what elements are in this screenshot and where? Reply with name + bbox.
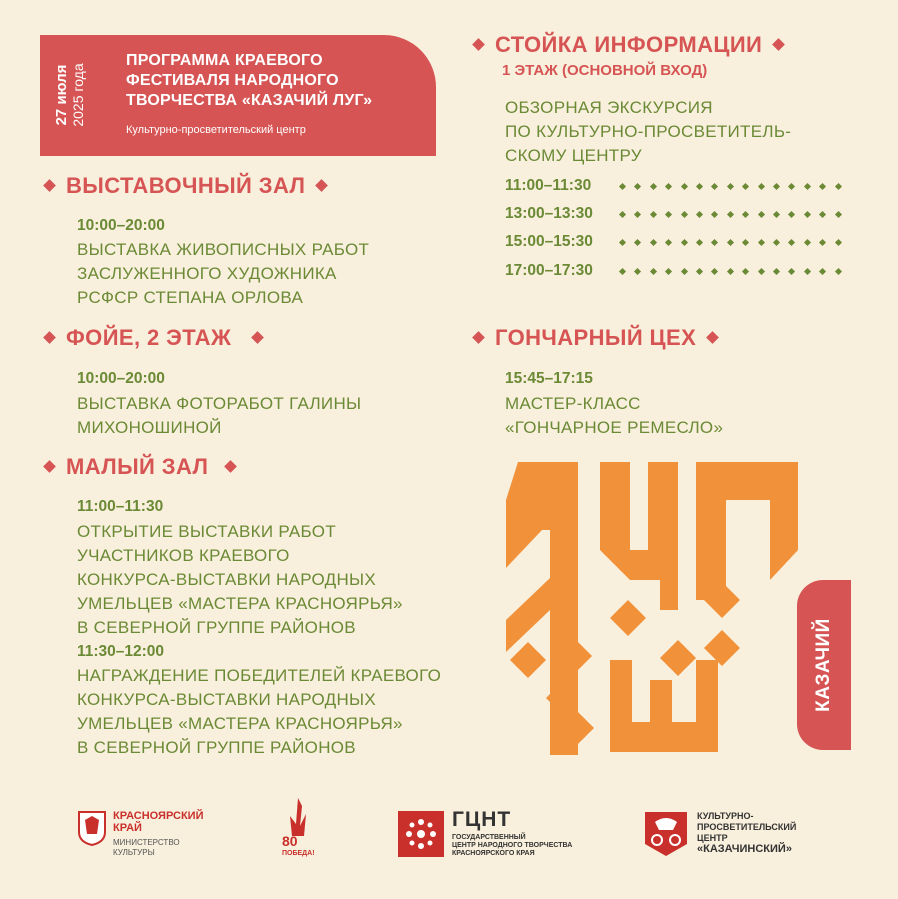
leader-dot <box>696 239 703 246</box>
logo-letter-sh <box>610 660 718 752</box>
section-title: ВЫСТАВОЧНЫЙ ЗАЛ <box>66 173 306 198</box>
kazachinsky-name <box>697 811 796 855</box>
leader-dot <box>773 268 780 275</box>
event-line: В СЕВЕРНОЙ ГРУППЕ РАЙОНОВ <box>77 738 356 757</box>
title-line: ФЕСТИВАЛЯ НАРОДНОГО <box>126 72 339 89</box>
event-line: «ГОНЧАРНОЕ РЕМЕСЛО» <box>505 418 724 437</box>
section-title: СТОЙКА ИНФОРМАЦИИ <box>495 32 763 57</box>
kazachinsky-line: КУЛЬТУРНО- <box>697 811 754 821</box>
krai-name <box>113 810 204 834</box>
victory-number: 80 <box>282 833 298 849</box>
leader-dot <box>696 268 703 275</box>
leader-dot <box>835 239 842 246</box>
leader-dot <box>835 211 842 218</box>
leader-dot <box>788 211 795 218</box>
logo-letter-l <box>506 462 578 755</box>
event-line: УМЕЛЬЦЕВ «МАСТЕРА КРАСНОЯРЬЯ» <box>77 594 403 613</box>
leader-dot <box>665 211 672 218</box>
leader-dot <box>665 239 672 246</box>
gcnt-logo-icon <box>398 811 444 857</box>
leader-dot <box>711 183 718 190</box>
leader-dot <box>758 268 765 275</box>
leader-dot <box>742 183 749 190</box>
tour-time: 11:00–11:30 <box>505 177 592 194</box>
gcnt-line: ГОСУДАРСТВЕННЫЙ <box>452 834 526 841</box>
event-line: ПО КУЛЬТУРНО-ПРОСВЕТИТЕЛЬ- <box>505 122 792 141</box>
leader-dot <box>742 211 749 218</box>
leader-dot <box>835 183 842 190</box>
kazachinsky-logo-icon <box>643 810 689 858</box>
event-description <box>77 392 361 440</box>
gcnt-abbr: ГЦНТ <box>452 808 512 831</box>
event-description <box>77 238 369 310</box>
gcnt-line: КРАСНОЯРСКОГО КРАЯ <box>452 850 535 857</box>
leader-dot <box>681 268 688 275</box>
leader-dot <box>665 268 672 275</box>
leader-dot <box>650 239 657 246</box>
date-year: 2025 года <box>70 63 86 127</box>
leader-dot <box>711 239 718 246</box>
leader-dot <box>619 183 626 190</box>
diamond-icon <box>472 38 485 51</box>
leader-dot <box>619 239 626 246</box>
dotted-leader <box>620 267 850 277</box>
event-line: В СЕВЕРНОЙ ГРУППЕ РАЙОНОВ <box>77 618 356 637</box>
banner-subtitle: Культурно-просветительский центр <box>126 124 306 136</box>
title-line: ТВОРЧЕСТВА «КАЗАЧИЙ ЛУГ» <box>126 92 373 109</box>
page-title <box>126 51 426 111</box>
event-line: ВЫСТАВКА ФОТОРАБОТ ГАЛИНЫ <box>77 394 362 413</box>
leader-dot <box>711 211 718 218</box>
leader-dot <box>619 268 626 275</box>
leader-dot <box>681 183 688 190</box>
krai-emblem-icon <box>77 810 107 846</box>
leader-dot <box>804 239 811 246</box>
leader-dot <box>711 268 718 275</box>
leader-dot <box>804 268 811 275</box>
leader-dot <box>634 239 641 246</box>
leader-dot <box>773 239 780 246</box>
tour-time: 15:00–15:30 <box>505 233 593 250</box>
event-line: ОТКРЫТИЕ ВЫСТАВКИ РАБОТ <box>77 522 337 541</box>
event-line: ОБЗОРНАЯ ЭКСКУРСИЯ <box>505 98 713 117</box>
leader-dot <box>727 211 734 218</box>
event-line: МИХОНОШИНОЙ <box>77 418 222 437</box>
program-banner <box>40 35 436 156</box>
logo-tag <box>797 580 851 750</box>
leader-dot <box>634 211 641 218</box>
event-time: 11:00–11:30 <box>77 498 164 515</box>
tour-time: 17:00–17:30 <box>505 262 593 279</box>
leader-dot <box>804 211 811 218</box>
dotted-leader <box>620 238 850 248</box>
date-block <box>40 35 100 156</box>
section-title: ГОНЧАРНЫЙ ЦЕХ <box>495 325 697 350</box>
kazachinsky-line: ЦЕНТР <box>697 833 728 843</box>
krai-line: КРАСНОЯРСКИЙ <box>113 810 204 822</box>
diamond-icon <box>251 331 264 344</box>
leader-dot <box>650 211 657 218</box>
diamond-icon <box>43 460 56 473</box>
leader-dot <box>819 268 826 275</box>
event-line: НАГРАЖДЕНИЕ ПОБЕДИТЕЛЕЙ КРАЕВОГО <box>77 666 442 685</box>
event-time: 15:45–17:15 <box>505 370 593 387</box>
leader-dot <box>758 211 765 218</box>
leader-dot <box>758 183 765 190</box>
event-line: СКОМУ ЦЕНТРУ <box>505 146 642 165</box>
diamond-icon <box>472 331 485 344</box>
event-description <box>77 520 403 640</box>
event-line: РСФСР СТЕПАНА ОРЛОВА <box>77 288 304 307</box>
leader-dot <box>634 183 641 190</box>
leader-dot <box>742 268 749 275</box>
section-pottery <box>462 325 729 351</box>
logo-letter-u <box>600 462 678 610</box>
krai-line: КУЛЬТУРЫ <box>113 848 155 857</box>
title-line: ПРОГРАММА КРАЕВОГО <box>126 52 323 69</box>
section-title: МАЛЫЙ ЗАЛ <box>66 454 209 479</box>
leader-dot <box>650 183 657 190</box>
event-line: ЗАСЛУЖЕННОГО ХУДОЖНИКА <box>77 264 337 283</box>
event-description <box>505 96 791 168</box>
diamond-icon <box>224 460 237 473</box>
leader-dot <box>696 211 703 218</box>
event-description <box>77 664 441 760</box>
event-line: ВЫСТАВКА ЖИВОПИСНЫХ РАБОТ <box>77 240 370 259</box>
leader-dot <box>727 268 734 275</box>
section-small-hall <box>33 454 247 480</box>
diamond-icon <box>43 179 56 192</box>
section-exhibition-hall <box>33 173 338 199</box>
leader-dot <box>681 211 688 218</box>
leader-dot <box>819 183 826 190</box>
section-title: ФОЙЕ, 2 ЭТАЖ <box>66 325 232 350</box>
event-time: 10:00–20:00 <box>77 370 165 387</box>
logo-diamond <box>610 600 646 636</box>
leader-dot <box>788 239 795 246</box>
leader-dot <box>758 239 765 246</box>
logo-diamond <box>510 642 546 678</box>
event-time: 11:30–12:00 <box>77 643 165 660</box>
section-info-desk <box>462 32 795 58</box>
logo-diamond <box>660 640 696 676</box>
victory-label: ПОБЕДА! <box>282 850 315 857</box>
leader-dot <box>742 239 749 246</box>
krai-line: МИНИСТЕРСТВО <box>113 838 180 847</box>
kazachinsky-line: «КАЗАЧИНСКИЙ» <box>697 843 792 855</box>
dotted-leader <box>620 210 850 220</box>
event-line: МАСТЕР-КЛАСС <box>505 394 641 413</box>
leader-dot <box>681 239 688 246</box>
logo-letter-g <box>696 462 798 600</box>
leader-dot <box>634 268 641 275</box>
event-line: УМЕЛЬЦЕВ «МАСТЕРА КРАСНОЯРЬЯ» <box>77 714 403 733</box>
leader-dot <box>773 183 780 190</box>
dotted-leader <box>620 182 850 192</box>
kazachinsky-line: ПРОСВЕТИТЕЛЬСКИЙ <box>697 822 797 832</box>
diamond-icon <box>706 331 719 344</box>
event-line: КОНКУРСА-ВЫСТАВКИ НАРОДНЫХ <box>77 570 377 589</box>
leader-dot <box>788 183 795 190</box>
leader-dot <box>696 183 703 190</box>
event-line: УЧАСТНИКОВ КРАЕВОГО <box>77 546 290 565</box>
section-subtitle: 1 ЭТАЖ (ОСНОВНОЙ ВХОД) <box>502 62 708 79</box>
tour-time: 13:00–13:30 <box>505 205 593 222</box>
leader-dot <box>804 183 811 190</box>
gcnt-line: ЦЕНТР НАРОДНОГО ТВОРЧЕСТВА <box>452 842 573 849</box>
festival-logo <box>500 460 800 755</box>
leader-dot <box>788 268 795 275</box>
leader-dot <box>727 239 734 246</box>
gcnt-full-name <box>452 834 572 858</box>
event-time: 10:00–20:00 <box>77 217 165 234</box>
date-day: 27 июля <box>53 64 70 126</box>
diamond-icon <box>315 179 328 192</box>
krai-line: КРАЙ <box>113 822 142 834</box>
leader-dot <box>819 239 826 246</box>
leader-dot <box>650 268 657 275</box>
leader-dot <box>819 211 826 218</box>
logo-tag-text: КАЗАЧИЙ <box>813 618 834 712</box>
leader-dot <box>619 211 626 218</box>
diamond-icon <box>772 38 785 51</box>
event-line: КОНКУРСА-ВЫСТАВКИ НАРОДНЫХ <box>77 690 377 709</box>
event-description <box>505 392 723 440</box>
krai-ministry <box>113 838 180 858</box>
leader-dot <box>727 183 734 190</box>
leader-dot <box>665 183 672 190</box>
leader-dot <box>835 268 842 275</box>
section-foyer <box>33 325 274 351</box>
diamond-icon <box>43 331 56 344</box>
leader-dot <box>773 211 780 218</box>
